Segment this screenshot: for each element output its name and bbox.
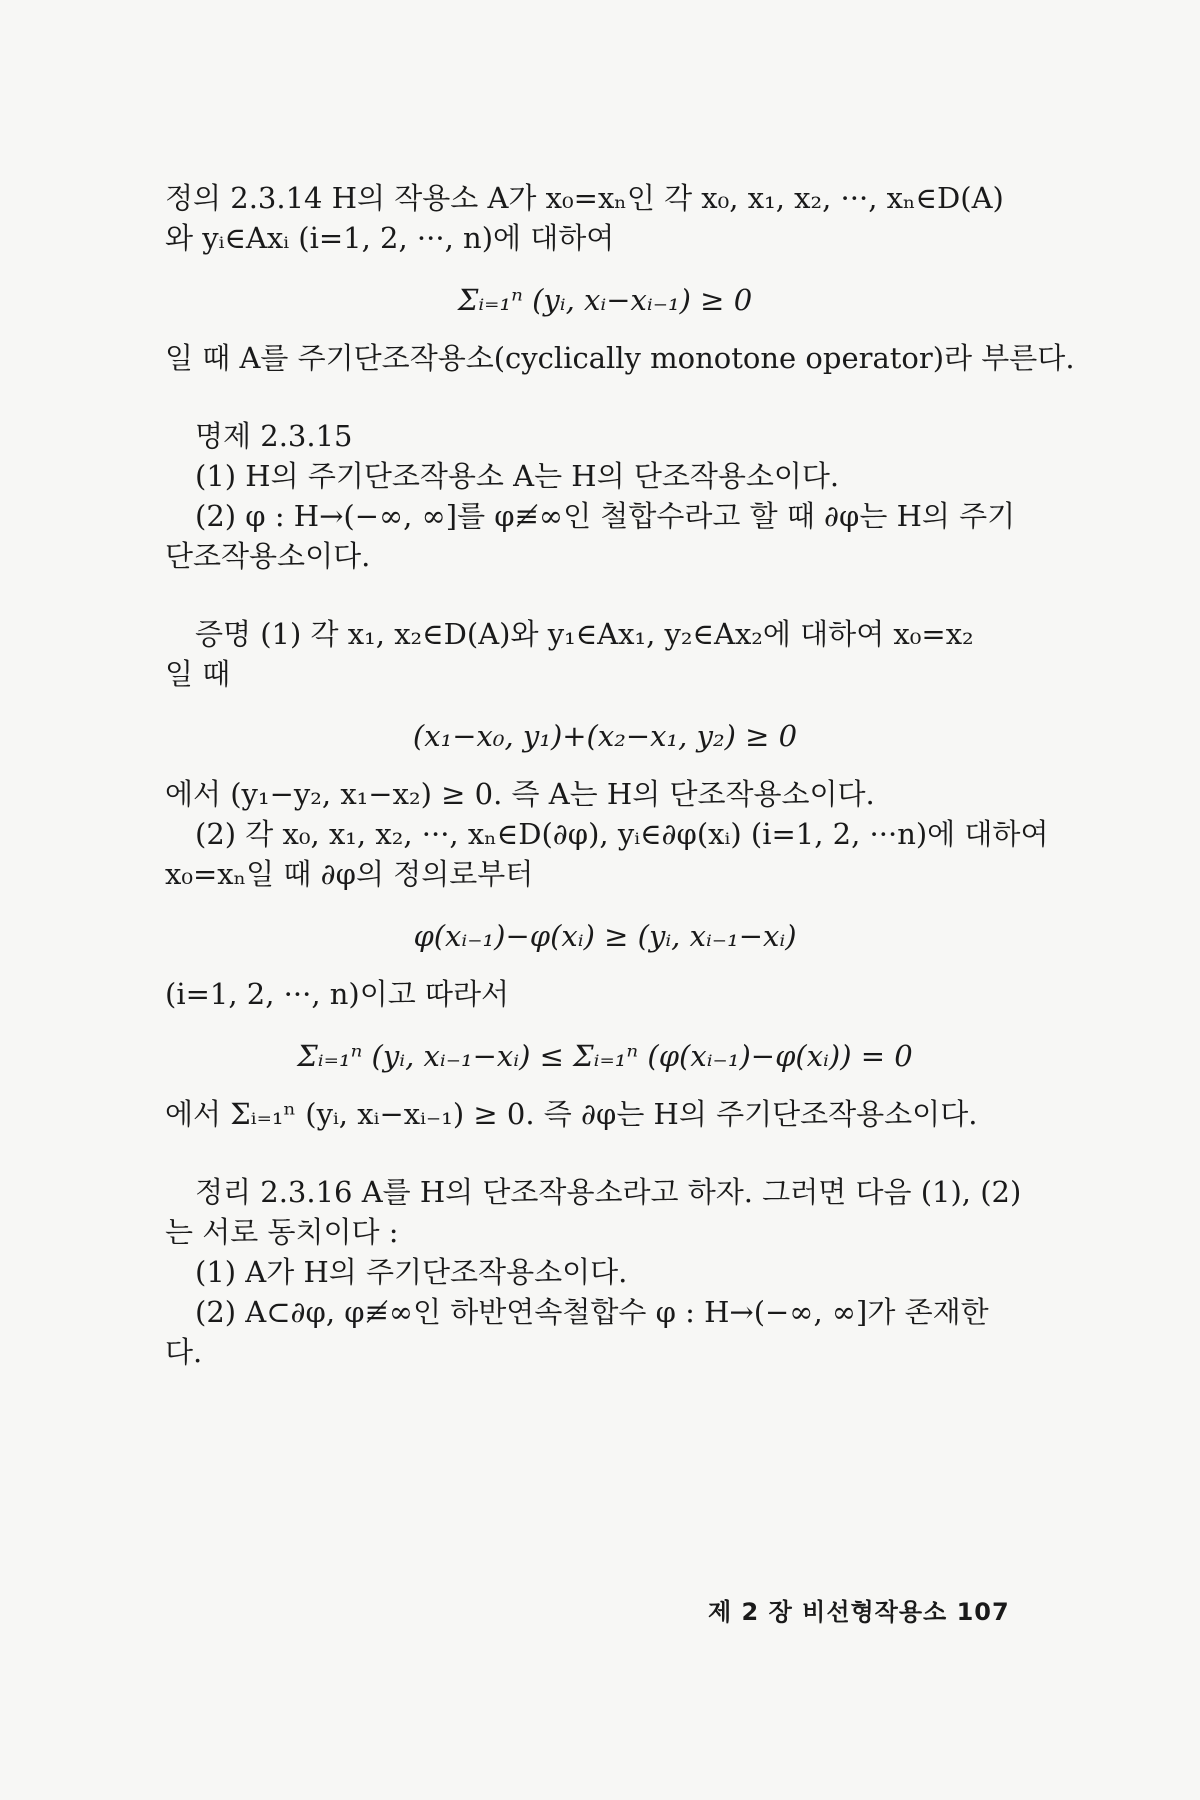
proposition-item-2: (2) φ : H→(−∞, ∞]를 φ≢∞인 철합수라고 할 때 ∂φ는 H의 주기	[195, 499, 1016, 533]
proof-line-4: (2) 각 x₀, x₁, x₂, ···, xₙ∈D(∂φ), yᵢ∈∂φ(xᵢ) (i=1, 2, ···n)에 대하여	[195, 817, 1049, 851]
proposition-item-1: (1) H의 주기단조작용소 A는 H의 단조작용소이다.	[195, 459, 840, 493]
definition-line-2: 와 yᵢ∈Axᵢ (i=1, 2, ···, n)에 대하여	[165, 221, 615, 255]
proof-line-6: (i=1, 2, ···, n)이고 따라서	[165, 977, 510, 1011]
proof-line-1: 증명 (1) 각 x₁, x₂∈D(A)와 y₁∈Ax₁, y₂∈Ax₂에 대하여 x₀=x₂	[195, 617, 974, 651]
proof-line-2: 일 때	[165, 657, 231, 691]
proof-equation-1: (x₁−x₀, y₁)+(x₂−x₁, y₂) ≥ 0	[412, 719, 798, 753]
definition-line-1: 정의 2.3.14 H의 작용소 A가 x₀=xₙ인 각 x₀, x₁, x₂, ···, xₙ∈D(A)	[165, 181, 1004, 215]
theorem-line-1: 정리 2.3.16 A를 H의 단조작용소라고 하자. 그러면 다음 (1), (2)	[195, 1175, 1022, 1209]
proof-line-3: 에서 (y₁−y₂, x₁−x₂) ≥ 0. 즉 A는 H의 단조작용소이다.	[165, 777, 875, 811]
proof-equation-2: φ(xᵢ₋₁)−φ(xᵢ) ≥ (yᵢ, xᵢ₋₁−xᵢ)	[413, 919, 797, 953]
proposition-title: 명제 2.3.15	[195, 419, 353, 453]
theorem-item-1: (1) A가 H의 주기단조작용소이다.	[195, 1255, 628, 1289]
theorem-item-2: (2) A⊂∂φ, φ≢∞인 하반연속철합수 φ : H→(−∞, ∞]가 존재한	[195, 1295, 989, 1329]
proof-line-7: 에서 Σᵢ₌₁ⁿ (yᵢ, xᵢ−xᵢ₋₁) ≥ 0. 즉 ∂φ는 H의 주기단조작용소이다.	[165, 1097, 978, 1131]
proof-equation-3: Σᵢ₌₁ⁿ (yᵢ, xᵢ₋₁−xᵢ) ≤ Σᵢ₌₁ⁿ (φ(xᵢ₋₁)−φ(xᵢ)) = 0	[297, 1039, 913, 1073]
theorem-line-2: 는 서로 동치이다 :	[165, 1215, 399, 1249]
page-footer: 제 2 장 비선형작용소 107	[708, 1598, 1010, 1626]
proof-line-5: x₀=xₙ일 때 ∂φ의 정의로부터	[165, 857, 534, 891]
theorem-item-2-cont: 다.	[165, 1335, 203, 1369]
definition-line-3: 일 때 A를 주기단조작용소(cyclically monotone operator)라 부른다.	[165, 341, 1075, 375]
definition-equation: Σᵢ₌₁ⁿ (yᵢ, xᵢ−xᵢ₋₁) ≥ 0	[457, 283, 753, 317]
page-body	[165, 178, 1075, 1372]
proposition-item-2-cont: 단조작용소이다.	[165, 539, 371, 573]
